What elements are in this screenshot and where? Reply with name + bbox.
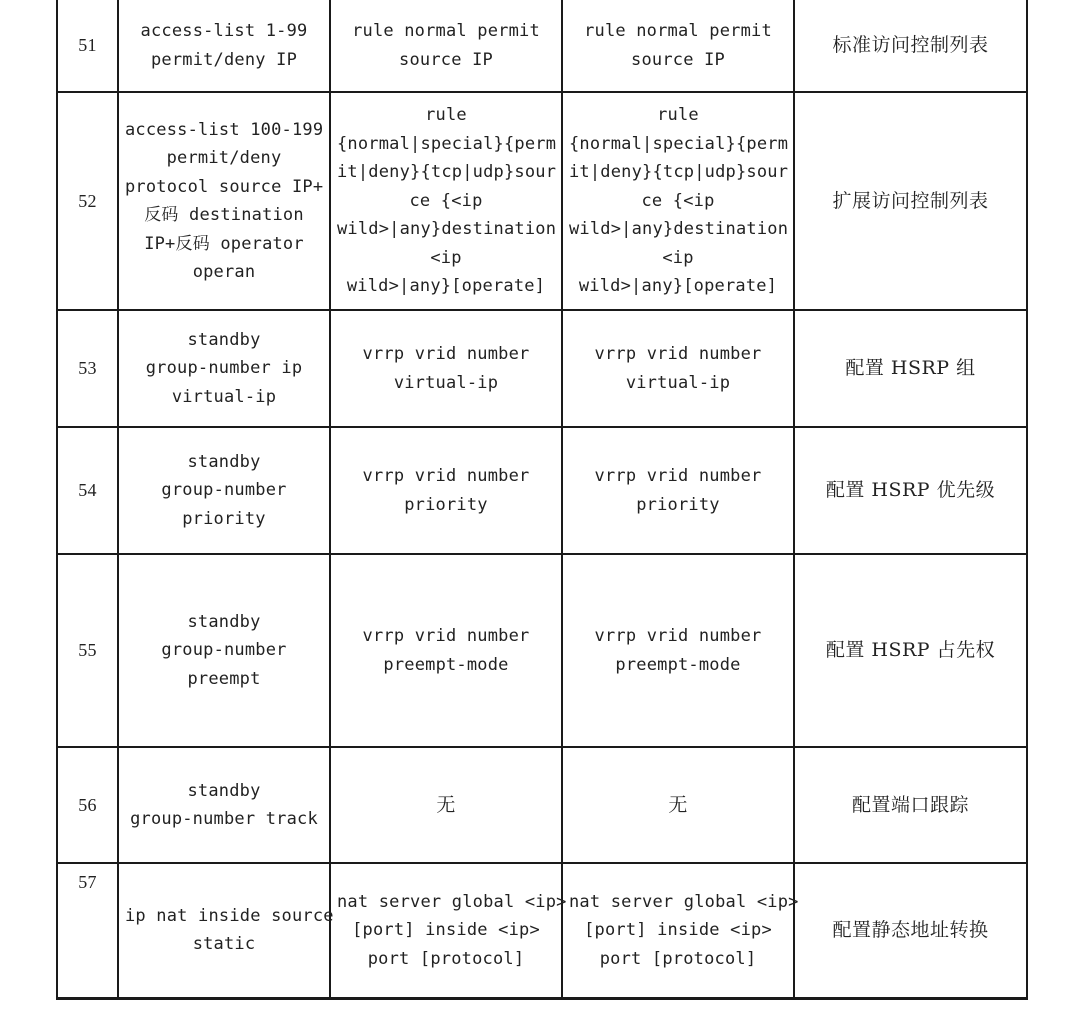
command-line: preempt <box>187 668 261 689</box>
h3c-command <box>562 427 794 554</box>
command-line: IP+反码 operator <box>144 233 304 254</box>
h3c-command <box>562 0 794 92</box>
command-line: {normal|special}{perm <box>337 133 557 154</box>
command-line: wild>|any}destination <box>337 219 557 240</box>
row-number: 54 <box>57 427 118 554</box>
command-line: it|deny}{tcp|udp}sour <box>337 162 557 183</box>
command-line: port [protocol] <box>599 948 757 969</box>
command-line: permit/deny <box>166 148 282 168</box>
command-line: 无 <box>436 793 456 816</box>
table-row <box>57 0 1027 92</box>
h3c-command <box>562 747 794 863</box>
command-line: vrrp vrid number <box>362 466 530 486</box>
command-line: rule <box>657 105 699 126</box>
command-line: wild>|any}[operate] <box>346 276 546 297</box>
cisco-command <box>118 0 330 92</box>
command-line: operan <box>192 262 256 282</box>
row-number: 55 <box>57 554 118 747</box>
huawei-command <box>330 92 562 310</box>
command-line: wild>|any}[operate] <box>578 276 778 297</box>
command-line: static <box>192 934 256 955</box>
h3c-command <box>562 310 794 427</box>
command-line: [port] inside <ip> <box>584 920 772 940</box>
command-line: ip nat inside source <box>125 905 334 926</box>
command-line: standby <box>187 451 261 472</box>
command-line: {normal|special}{perm <box>569 133 789 154</box>
huawei-command <box>330 554 562 747</box>
command-line: rule normal permit <box>584 21 772 41</box>
function-description: 配置 HSRP 组 <box>794 310 1027 427</box>
function-description: 扩展访问控制列表 <box>794 92 1027 310</box>
command-line: group-number <box>161 640 287 661</box>
table-row <box>57 427 1027 554</box>
command-line: rule normal permit <box>352 21 540 41</box>
command-line: <ip <box>662 247 694 268</box>
command-line: <ip <box>430 247 462 268</box>
command-line: priority <box>404 494 488 515</box>
function-description: 标准访问控制列表 <box>794 0 1027 92</box>
huawei-command <box>330 747 562 863</box>
command-line: source IP <box>631 49 725 70</box>
row-number: 57 <box>57 863 118 998</box>
cisco-command <box>118 863 334 998</box>
command-line: ce {<ip <box>409 190 483 211</box>
command-line: access-list 1-99 <box>140 21 308 41</box>
command-line: standby <box>187 329 261 350</box>
command-line: protocol source IP+ <box>125 176 324 197</box>
command-line: nat server global <ip> <box>569 891 799 912</box>
command-line: 反码 destination <box>144 205 304 225</box>
cisco-command <box>118 554 330 747</box>
h3c-command <box>562 863 799 998</box>
table-row <box>57 310 1027 427</box>
table-row <box>57 92 1027 310</box>
cisco-command <box>118 747 330 863</box>
command-line: standby <box>187 780 261 801</box>
command-line: nat server global <ip> <box>337 891 567 912</box>
cisco-command <box>118 427 330 554</box>
command-line: vrrp vrid number <box>362 344 530 364</box>
cisco-command <box>118 310 330 427</box>
function-description: 配置 HSRP 占先权 <box>794 554 1027 747</box>
command-line: group-number track <box>130 809 318 829</box>
command-line: port [protocol] <box>367 948 525 969</box>
huawei-command <box>330 427 562 554</box>
command-line: preempt-mode <box>383 654 509 675</box>
h3c-command <box>562 92 794 310</box>
command-line: standby <box>187 611 261 632</box>
h3c-command <box>562 554 794 747</box>
huawei-command <box>330 863 567 998</box>
command-comparison-table <box>56 0 1028 1000</box>
row-number: 56 <box>57 747 118 863</box>
function-description: 配置 HSRP 优先级 <box>794 427 1027 554</box>
command-line: group-number <box>161 480 287 501</box>
huawei-command <box>330 310 562 427</box>
command-line: access-list 100-199 <box>125 119 324 140</box>
command-line: source IP <box>399 49 493 70</box>
table-row <box>57 863 1027 998</box>
command-line: preempt-mode <box>615 654 741 675</box>
command-line: priority <box>182 508 266 529</box>
command-line: rule <box>425 105 467 126</box>
command-line: permit/deny IP <box>150 49 298 70</box>
command-line: wild>|any}destination <box>569 219 789 240</box>
table-row <box>57 747 1027 863</box>
command-line: it|deny}{tcp|udp}sour <box>569 162 789 183</box>
function-description: 配置端口跟踪 <box>794 747 1027 863</box>
command-line: vrrp vrid number <box>594 344 762 364</box>
command-line: virtual-ip <box>625 372 731 393</box>
function-description: 配置静态地址转换 <box>794 863 1027 998</box>
command-line: ce {<ip <box>641 190 715 211</box>
command-line: [port] inside <ip> <box>352 920 540 940</box>
row-number: 51 <box>57 0 118 92</box>
command-line: 无 <box>668 793 688 816</box>
row-number: 53 <box>57 310 118 427</box>
command-line: vrrp vrid number <box>594 626 762 646</box>
table-row <box>57 554 1027 747</box>
command-line: vrrp vrid number <box>362 626 530 646</box>
command-line: priority <box>636 494 720 515</box>
command-line: virtual-ip <box>393 372 499 393</box>
command-line: vrrp vrid number <box>594 466 762 486</box>
command-line: virtual-ip <box>171 386 277 407</box>
row-number: 52 <box>57 92 118 310</box>
huawei-command <box>330 0 562 92</box>
cisco-command <box>118 92 330 310</box>
command-line: group-number ip <box>145 358 303 379</box>
